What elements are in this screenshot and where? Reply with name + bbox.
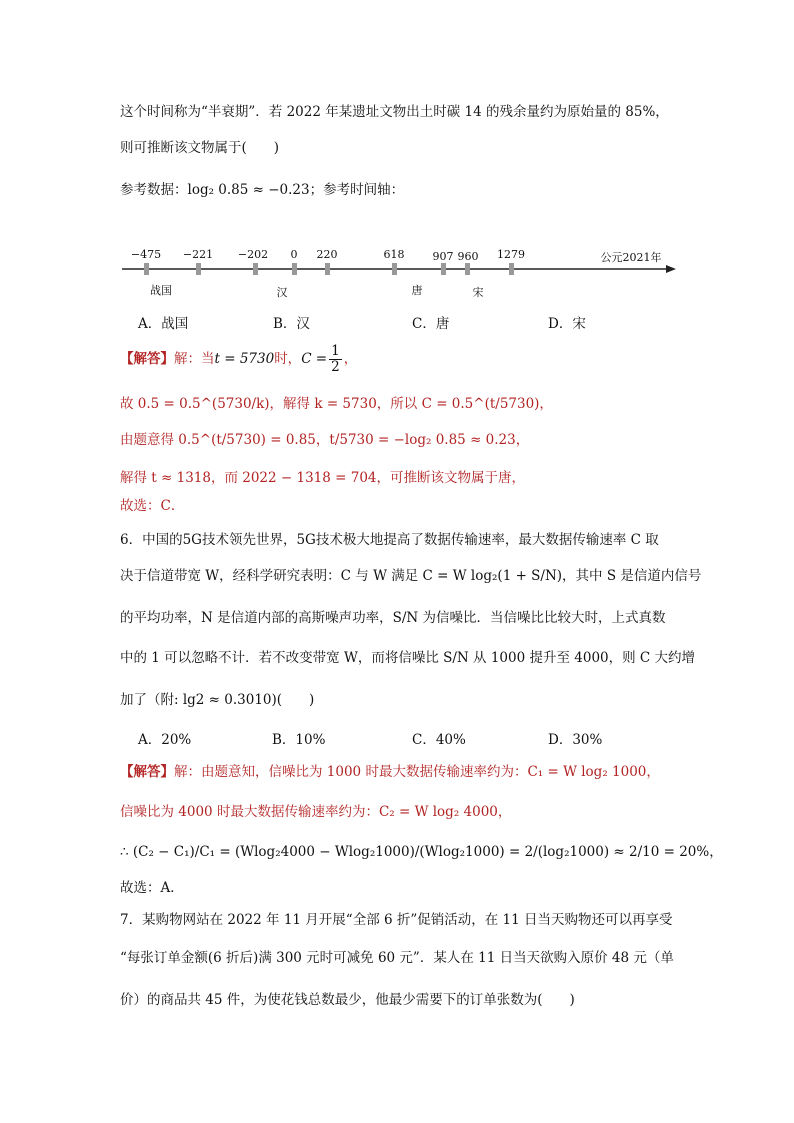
reference-formula: log₂ 0.85 ≈ −0.23；参考时间轴：: [187, 182, 405, 198]
answer-tag: 【解答】: [120, 351, 174, 367]
q6-solution-line-3: ∴ (C₂ − C₁)/C₁ = (Wlog₂4000 − Wlog₂1000)/(Wlog₂1000) = 2/(log₂1000) ≈ 2/10 = 20%，: [120, 844, 723, 860]
q5-text-line-1: 这个时间称为“半衰期”．若 2022 年某遗址文物出土时碳 14 的残余量约为原始量的 85%，: [120, 104, 669, 120]
q5-reference-data: [120, 180, 404, 200]
solution-math: t = 5730: [214, 351, 275, 367]
q6-option-d: D．30%: [548, 732, 603, 748]
q6-option-a: A．20%: [138, 732, 192, 748]
timeline-dynasty: 唐: [411, 284, 423, 297]
timeline-dynasty: 汉: [276, 286, 288, 299]
q6-text-line-4: 中的 1 可以忽略不计．若不改变带宽 W，而将信噪比 S/N 从 1000 提升至 4000，则 C 大约增: [120, 650, 696, 666]
reference-prefix: 参考数据：: [120, 182, 188, 198]
q7-text-line-1: 7．某购物网站在 2022 年 11 月开展“全部 6 折”促销活动，在 11 日当天购物还可以再享受: [120, 912, 673, 928]
timeline-dynasty: 战国: [150, 284, 172, 297]
solution-math: C =: [301, 351, 328, 367]
q6-solution-line-2: 信噪比为 4000 时最大数据传输速率约为：C₂ = W log₂ 4000，: [120, 804, 512, 820]
denominator: 2: [331, 359, 340, 375]
timeline-tick: [509, 263, 514, 275]
q5-solution-line-2: 故 0.5 = 0.5^(5730/k)，解得 k = 5730，所以 C = 0.5^(t/5730)，: [120, 396, 553, 412]
timeline-end-label: 公元2021年: [600, 251, 662, 264]
q6-text-line-2: 决于信道带宽 W，经科学研究表明：C 与 W 满足 C = W log₂(1 + S/N)，其中 S 是信道内信号: [120, 568, 702, 584]
timeline-tick-label: −475: [130, 248, 162, 261]
q5-solution-line-4: 解得 t ≈ 1318，而 2022 − 1318 = 704，可推断该文物属于唐，: [120, 470, 526, 486]
timeline-tick-label: 1279: [497, 248, 525, 261]
timeline-axis: [120, 238, 680, 298]
timeline-tick-label: −221: [182, 248, 214, 261]
solution-text: 解：由题意知，信噪比为 1000 时最大数据传输速率约为：C₁ = W log₂ 1000，: [174, 764, 660, 780]
reference-timeline: [120, 238, 680, 298]
q7-text-line-3: 价）的商品共 45 件，为使花钱总数最少，他最少需要下的订单张数为( ): [120, 992, 575, 1008]
timeline-tick-label: 220: [316, 248, 338, 261]
q6-option-c: C．40%: [412, 732, 466, 748]
q5-option-c: C．唐: [412, 316, 450, 332]
timeline-tick-label: 960: [457, 250, 479, 263]
q6-text-line-5: 加了（附: lg2 ≈ 0.3010)( ): [120, 692, 315, 708]
timeline-tick-label: −202: [237, 248, 269, 261]
timeline-tick: [325, 263, 330, 275]
solution-text: 解：当: [174, 351, 215, 367]
q6-text-line-1: 6．中国的5G技术领先世界，5G技术极大地提高了数据传输速率，最大数据传输速率 C 取: [120, 532, 659, 548]
q5-solution-line-1: [120, 344, 357, 375]
fraction: [329, 344, 342, 375]
solution-text: 时，: [274, 351, 302, 367]
q6-choose: 故选：A．: [120, 880, 184, 896]
timeline-tick: [144, 263, 149, 275]
q6-text-line-3: 的平均功率，N 是信道内部的高斯噪声功率，S/N 为信噪比．当信噪比比较大时，上式真数: [120, 610, 666, 626]
timeline-tick: [465, 263, 470, 275]
timeline-tick: [196, 263, 201, 275]
q5-option-a: A．战国: [138, 316, 189, 332]
solution-text: ，: [343, 351, 358, 367]
numerator: 1: [331, 343, 340, 359]
q5-option-d: D．宋: [548, 316, 586, 332]
q6-solution-line-1: [120, 762, 660, 782]
q5-choose: 故选：C．: [120, 498, 185, 514]
timeline-dynasty: 宋: [472, 286, 484, 299]
answer-tag: 【解答】: [120, 764, 174, 780]
timeline-tick: [253, 263, 258, 275]
q5-solution-line-3: 由题意得 0.5^(t/5730) = 0.85，t/5730 = −log₂ 0.85 ≈ 0.23，: [120, 432, 530, 448]
timeline-tick: [392, 263, 397, 275]
timeline-tick-label: 0: [290, 248, 298, 261]
q7-text-line-2: “每张订单金额(6 折后)满 300 元时可减免 60 元”．某人在 11 日当天欲购入原价 48 元（单: [120, 950, 674, 966]
q5-text-line-2: 则可推断该文物属于( ): [120, 140, 280, 156]
q6-option-b: B．10%: [272, 732, 326, 748]
timeline-tick-label: 907: [432, 250, 454, 263]
q5-option-b: B．汉: [273, 316, 310, 332]
timeline-tick: [292, 263, 297, 275]
timeline-tick: [441, 263, 446, 275]
timeline-tick-label: 618: [383, 248, 405, 261]
